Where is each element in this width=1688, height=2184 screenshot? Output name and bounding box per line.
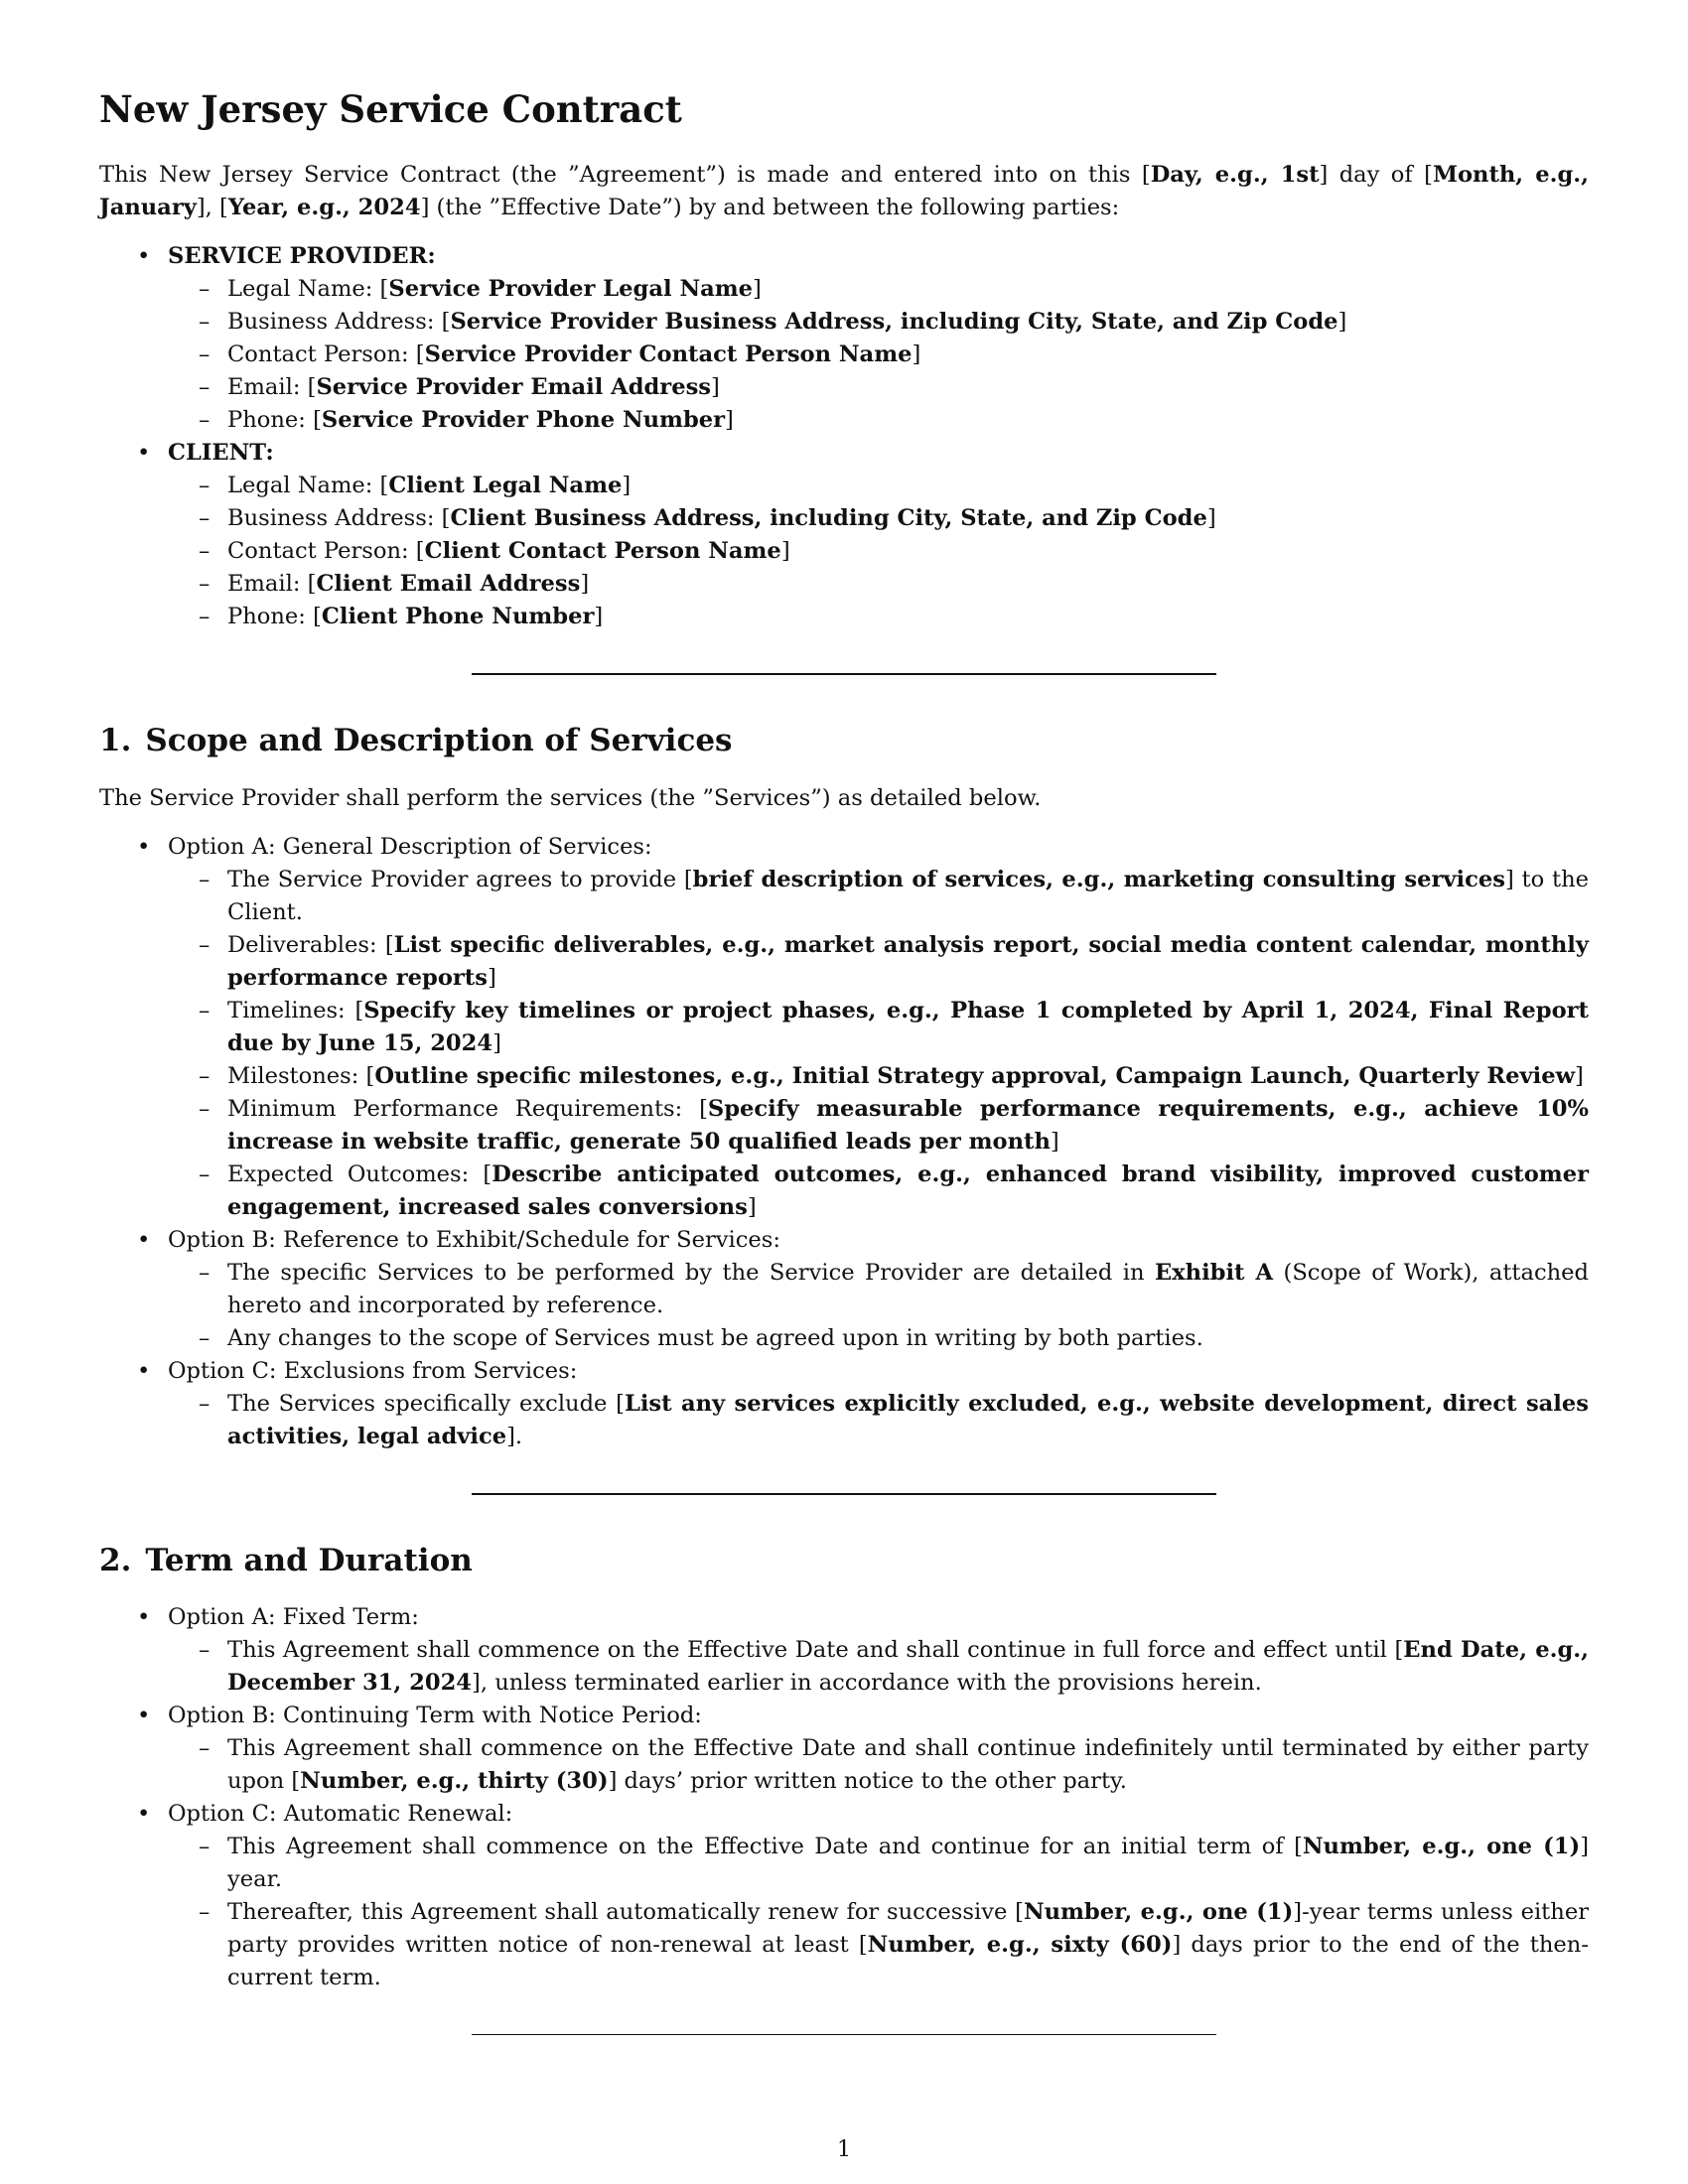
section-2-heading: [99, 1543, 1589, 1579]
option-a: [99, 1601, 1589, 1700]
item-text: ], unless terminated earlier in accordance with the provisions herein.: [472, 1669, 1262, 1696]
item-text: ]: [1050, 1128, 1059, 1155]
bracket: ]: [622, 473, 632, 499]
section-1-heading: [99, 723, 1589, 759]
option-items: [168, 1831, 1589, 1994]
bracket: ]: [580, 571, 590, 598]
detail-label: Legal Name: [: [227, 276, 389, 303]
bracket: ]: [912, 341, 921, 368]
detail-label: Business Address: [: [227, 505, 451, 532]
section-2-options: [99, 1601, 1589, 1994]
party-details: [168, 273, 1589, 437]
item-text: Deliverables: [: [227, 931, 394, 958]
option-item: [168, 1831, 1589, 1896]
item-placeholder: End Date, e.g., December 31, 2024: [227, 1636, 1589, 1696]
item-text: Milestones: [: [227, 1062, 375, 1089]
detail-placeholder: Service Provider Legal Name: [388, 276, 754, 303]
item-text: Thereafter, this Agreement shall automatically renew for successive [: [227, 1898, 1024, 1925]
option-label: Option C: Automatic Renewal:: [168, 1800, 513, 1827]
option-item: [168, 1060, 1589, 1093]
item-text: ]: [487, 964, 496, 991]
item-placeholder: Outline specific milestones, e.g., Initial Strategy approval, Campaign Launch, Quarterly Review: [374, 1062, 1576, 1089]
detail-placeholder: Client Contact Person Name: [424, 538, 781, 565]
detail-placeholder: Service Provider Phone Number: [321, 407, 726, 434]
item-placeholder: Specify measurable performance requirements, e.g., achieve 10% increase in website traffic, generate 50 qualified leads per month: [227, 1095, 1589, 1155]
item-text: The specific Services to be performed by the Service Provider are detailed in: [227, 1259, 1155, 1286]
detail-label: Email: [: [227, 374, 317, 401]
bracket: ]: [711, 374, 720, 401]
item-text: ]-year terms unless either party provides written notice of non-renewal at least [: [227, 1898, 1589, 1958]
option-label: Option A: General Description of Services:: [168, 833, 652, 860]
item-text: This Agreement shall commence on the Effective Date and continue for an initial term of [: [227, 1833, 1303, 1859]
item-text: ] days’ prior written notice to the other party.: [608, 1767, 1127, 1794]
option-items: [168, 1732, 1589, 1798]
item-text: ].: [506, 1423, 523, 1449]
detail-placeholder: Service Provider Email Address: [316, 374, 712, 401]
intro-text: ] day of [: [1319, 162, 1433, 189]
item-text: Any changes to the scope of Services must be agreed upon in writing by both parties.: [227, 1324, 1203, 1351]
option-items: [168, 1388, 1589, 1453]
item-placeholder: Number, e.g., sixty (60): [867, 1931, 1173, 1958]
option-item: [168, 995, 1589, 1060]
item-text: This Agreement shall commence on the Effective Date and shall continue indefinitely until terminated by either party upon [: [227, 1734, 1589, 1794]
option-c: [99, 1798, 1589, 1994]
day-placeholder: Day, e.g., 1st: [1150, 162, 1320, 189]
party-detail: [168, 601, 1589, 633]
document-page: [99, 87, 1589, 2035]
party-detail: [168, 535, 1589, 568]
option-item: [168, 1159, 1589, 1224]
intro-paragraph: [99, 159, 1589, 224]
section-1-options: [99, 831, 1589, 1453]
bracket: ]: [1206, 505, 1216, 532]
detail-placeholder: Client Email Address: [316, 571, 581, 598]
bracket: ]: [753, 276, 762, 303]
intro-text: ], [: [196, 195, 228, 221]
detail-label: Phone: [: [227, 604, 322, 630]
option-item: [168, 1322, 1589, 1355]
section-title: Scope and Description of Services: [145, 723, 733, 759]
option-label: Option C: Exclusions from Services:: [168, 1357, 578, 1384]
parties-list: [99, 240, 1589, 633]
option-label: Option A: Fixed Term:: [168, 1603, 419, 1630]
item-text: ] days prior to the end of the then-current term.: [227, 1931, 1589, 1990]
party-detail: [168, 306, 1589, 339]
horizontal-rule: [472, 673, 1216, 675]
option-item: [168, 1896, 1589, 1994]
item-text: Timelines: [: [227, 997, 364, 1024]
option-item: [168, 1388, 1589, 1453]
intro-text: ] (the ”Effective Date”) by and between the following parties:: [420, 195, 1120, 221]
party-detail: [168, 371, 1589, 404]
horizontal-rule: [472, 1493, 1216, 1495]
detail-label: Contact Person: [: [227, 341, 425, 368]
section-1-intro: The Service Provider shall perform the services (the ”Services”) as detailed below.: [99, 784, 1042, 811]
detail-label: Email: [: [227, 571, 317, 598]
option-label: Option B: Continuing Term with Notice Period:: [168, 1702, 702, 1728]
party-details: [168, 470, 1589, 633]
detail-label: Legal Name: [: [227, 473, 389, 499]
party-detail: [168, 273, 1589, 306]
item-placeholder: List any services explicitly excluded, e.g., website development, direct sales activities, legal advice: [227, 1390, 1589, 1449]
item-text: Minimum Performance Requirements: [: [227, 1095, 708, 1122]
item-text: ]: [1575, 1062, 1584, 1089]
option-items: [168, 864, 1589, 1224]
item-placeholder: Number, e.g., one (1): [1023, 1898, 1294, 1925]
item-text: The Service Provider agrees to provide [: [227, 866, 693, 892]
item-text: This Agreement shall commence on the Effective Date and shall continue in full force and effect until [: [227, 1636, 1404, 1663]
detail-label: Contact Person: [: [227, 538, 425, 565]
option-b: [99, 1700, 1589, 1798]
section-title: Term and Duration: [145, 1542, 473, 1578]
detail-label: Business Address: [: [227, 309, 451, 336]
year-placeholder: Year, e.g., 2024: [227, 195, 421, 221]
item-text: ]: [492, 1029, 501, 1056]
option-item: [168, 1634, 1589, 1700]
detail-placeholder: Client Phone Number: [321, 604, 595, 630]
item-text: Expected Outcomes: [: [227, 1160, 492, 1187]
item-placeholder: Specify key timelines or project phases, e.g., Phase 1 completed by April 1, 2024, Final Report due by June 15, 2024: [227, 997, 1589, 1056]
party-detail: [168, 568, 1589, 601]
party-detail: [168, 404, 1589, 437]
item-placeholder: Number, e.g., one (1): [1302, 1833, 1581, 1859]
option-b: [99, 1224, 1589, 1355]
detail-placeholder: Client Business Address, including City, State, and Zip Code: [450, 505, 1207, 532]
intro-text: This New Jersey Service Contract (the ”Agreement”) is made and entered into on this [: [99, 162, 1151, 189]
option-item: [168, 1257, 1589, 1322]
item-text: ] to the Client.: [227, 866, 1589, 925]
option-item: [168, 929, 1589, 995]
document-title: New Jersey Service Contract: [99, 87, 682, 131]
detail-placeholder: Client Legal Name: [388, 473, 623, 499]
item-placeholder: brief description of services, e.g., marketing consulting services: [692, 866, 1505, 892]
detail-placeholder: Service Provider Business Address, including City, State, and Zip Code: [450, 309, 1338, 336]
item-text: ] year.: [227, 1833, 1590, 1892]
option-item: [168, 864, 1589, 929]
option-a: [99, 831, 1589, 1224]
party-detail: [168, 339, 1589, 371]
party-client: [99, 437, 1589, 633]
option-item: [168, 1093, 1589, 1159]
horizontal-rule: [472, 2034, 1216, 2035]
option-items: [168, 1257, 1589, 1355]
party-detail: [168, 470, 1589, 502]
item-text: (Scope of Work), attached hereto and incorporated by reference.: [227, 1259, 1589, 1318]
item-placeholder: List specific deliverables, e.g., market analysis report, social media content calendar, monthly performance reports: [227, 931, 1589, 991]
option-items: [168, 1634, 1589, 1700]
party-heading: SERVICE PROVIDER:: [168, 243, 436, 270]
item-placeholder: Describe anticipated outcomes, e.g., enhanced brand visibility, improved customer engagement, increased sales conversions: [227, 1160, 1589, 1220]
bracket: ]: [725, 407, 734, 434]
month-placeholder: Month, e.g., January: [99, 162, 1589, 221]
option-label: Option B: Reference to Exhibit/Schedule for Services:: [168, 1226, 780, 1253]
item-placeholder: Number, e.g., thirty (30): [300, 1767, 609, 1794]
bracket: ]: [780, 538, 790, 565]
page-number: 1: [836, 2136, 852, 2162]
party-service-provider: [99, 240, 1589, 437]
item-text: The Services specifically exclude [: [227, 1390, 625, 1417]
party-detail: [168, 502, 1589, 535]
option-item: [168, 1732, 1589, 1798]
party-heading: CLIENT:: [168, 440, 274, 467]
option-c: [99, 1355, 1589, 1453]
item-text: ]: [747, 1193, 757, 1220]
detail-label: Phone: [: [227, 407, 322, 434]
bracket: ]: [594, 604, 604, 630]
detail-placeholder: Service Provider Contact Person Name: [424, 341, 913, 368]
section-number: 2.: [99, 1542, 132, 1578]
section-number: 1.: [99, 723, 132, 759]
bracket: ]: [1337, 309, 1347, 336]
exhibit-reference: Exhibit A: [1154, 1259, 1274, 1286]
